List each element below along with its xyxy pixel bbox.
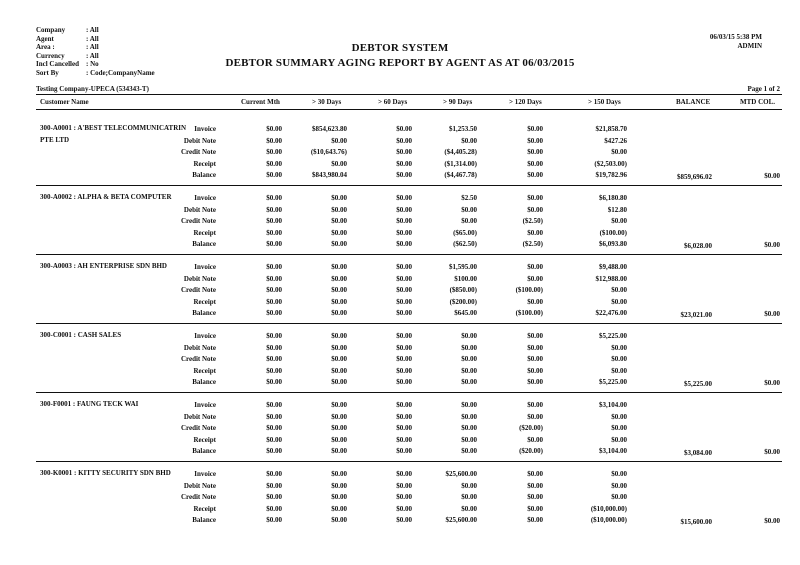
amount-cell: $0.00 [527, 205, 543, 214]
header-bottom-rule [36, 109, 782, 110]
amount-cell: $0.00 [461, 412, 477, 421]
amount-cell: $0.00 [331, 424, 347, 432]
amount-cell: $0.00 [527, 366, 543, 375]
amount-cell: $0.00 [331, 309, 347, 317]
amount-cell: $0.00 [527, 148, 543, 156]
row-label: Balance [192, 447, 216, 455]
amount-cell: $12,988.00 [595, 274, 627, 283]
amount-cell: $0.00 [396, 412, 412, 421]
amount-cell: $0.00 [266, 378, 282, 386]
amount-cell: $427.26 [604, 136, 627, 145]
amount-cell: $0.00 [331, 228, 347, 237]
report-title: DEBTOR SUMMARY AGING REPORT BY AGENT AS AT 06/03/2015 [225, 57, 575, 69]
amount-cell: $0.00 [527, 401, 543, 409]
amount-cell: $0.00 [266, 493, 282, 501]
amount-cell: $12.80 [607, 205, 627, 214]
customer-name: 300-A0003 : AH ENTERPRISE SDN BHD [40, 262, 167, 270]
row-label: Invoice [194, 470, 216, 478]
amount-cell: $0.00 [331, 217, 347, 225]
amount-cell: $0.00 [396, 286, 412, 294]
amount-cell: $0.00 [331, 504, 347, 513]
amount-cell: $0.00 [611, 286, 627, 294]
amount-cell: $0.00 [331, 493, 347, 501]
amount-cell: $6,093.80 [599, 240, 627, 248]
amount-cell: $0.00 [527, 343, 543, 352]
amount-cell: $0.00 [527, 504, 543, 513]
mtd-collection: $0.00 [764, 517, 780, 525]
row-label: Debit Note [183, 481, 216, 490]
amount-cell: $0.00 [527, 412, 543, 421]
print-user: ADMIN [737, 41, 762, 50]
amount-cell: $25,600.00 [445, 470, 477, 478]
amount-cell: $0.00 [396, 309, 412, 317]
amount-cell: $19,782.96 [595, 171, 627, 179]
amount-cell: $25,600.00 [445, 516, 477, 524]
amount-cell: $0.00 [527, 274, 543, 283]
amount-cell: ($20.00) [519, 447, 543, 455]
amount-cell: ($10,000.00) [590, 516, 627, 524]
mtd-collection: $0.00 [764, 379, 780, 387]
amount-cell: $0.00 [266, 171, 282, 179]
amount-cell: $0.00 [331, 481, 347, 490]
customer-name: 300-A0002 : ALPHA & BETA COMPUTER [40, 193, 172, 201]
param-value: : All [86, 34, 99, 43]
amount-cell: $843,980.04 [312, 171, 347, 179]
amount-cell: ($850.00) [449, 286, 477, 294]
amount-cell: $0.00 [266, 240, 282, 248]
amount-cell: ($62.50) [453, 240, 477, 248]
amount-cell: $0.00 [331, 435, 347, 444]
amount-cell: $0.00 [461, 435, 477, 444]
amount-cell: ($100.00) [515, 309, 543, 317]
row-label: Debit Note [183, 343, 216, 352]
customer-name: 300-K0001 : KITTY SECURITY SDN BHD [40, 469, 171, 477]
amount-cell: $0.00 [331, 159, 347, 168]
row-label: Receipt [193, 228, 216, 237]
amount-cell: $0.00 [266, 343, 282, 352]
amount-cell: $0.00 [396, 343, 412, 352]
amount-cell: $0.00 [331, 297, 347, 306]
balance-total: $23,021.00 [680, 311, 712, 319]
amount-cell: ($10,643.76) [310, 148, 347, 156]
row-label: Receipt [193, 366, 216, 375]
row-label: Invoice [194, 332, 216, 340]
amount-cell: $0.00 [396, 263, 412, 271]
balance-total: $5,225.00 [684, 380, 712, 388]
param-key: Sort By [36, 68, 59, 77]
amount-cell: $0.00 [527, 470, 543, 478]
amount-cell: $0.00 [461, 355, 477, 363]
amount-cell: $0.00 [611, 493, 627, 501]
amount-cell: $0.00 [461, 205, 477, 214]
amount-cell: ($10,000.00) [590, 504, 627, 513]
amount-cell: $0.00 [331, 205, 347, 214]
param-key: Currency [36, 51, 65, 60]
row-label: Invoice [194, 263, 216, 271]
amount-cell: $0.00 [331, 194, 347, 202]
amount-cell: $0.00 [266, 148, 282, 156]
amount-cell: $3,104.00 [599, 401, 627, 409]
amount-cell: $0.00 [266, 332, 282, 340]
param-value: : All [86, 26, 99, 34]
amount-cell: $0.00 [527, 378, 543, 386]
amount-cell: $0.00 [461, 493, 477, 501]
amount-cell: $0.00 [527, 125, 543, 133]
row-label: Debit Note [183, 412, 216, 421]
amount-cell: $0.00 [331, 366, 347, 375]
amount-cell: ($1,314.00) [444, 159, 477, 168]
amount-cell: $0.00 [611, 355, 627, 363]
amount-cell: $0.00 [266, 504, 282, 513]
col-mtd-col: MTD COL. [740, 98, 775, 106]
param-value: : All [86, 43, 99, 52]
amount-cell: $0.00 [266, 309, 282, 317]
balance-total: $15,600.00 [680, 518, 712, 526]
amount-cell: $0.00 [266, 194, 282, 202]
row-label: Balance [192, 378, 216, 386]
amount-cell: ($2.50) [522, 240, 543, 248]
amount-cell: $0.00 [396, 228, 412, 237]
amount-cell: $0.00 [527, 159, 543, 168]
amount-cell: $0.00 [266, 447, 282, 455]
amount-cell: $0.00 [611, 343, 627, 352]
block-separator-rule [36, 185, 782, 186]
col-90-days: > 90 Days [443, 98, 473, 106]
amount-cell: $854,623.80 [312, 125, 347, 133]
amount-cell: $0.00 [331, 401, 347, 409]
amount-cell: $0.00 [527, 194, 543, 202]
amount-cell: $0.00 [266, 366, 282, 375]
amount-cell: $0.00 [331, 240, 347, 248]
amount-cell: $0.00 [461, 378, 477, 386]
amount-cell: $0.00 [396, 205, 412, 214]
amount-cell: $0.00 [266, 136, 282, 145]
amount-cell: $0.00 [396, 240, 412, 248]
amount-cell: $0.00 [461, 217, 477, 225]
amount-cell: $21,858.70 [595, 125, 627, 133]
customer-name: 300-F0001 : FAUNG TECK WAI [40, 400, 139, 408]
amount-cell: $0.00 [611, 424, 627, 432]
amount-cell: $0.00 [396, 274, 412, 283]
amount-cell: $0.00 [461, 136, 477, 145]
amount-cell: $0.00 [461, 447, 477, 455]
amount-cell: $0.00 [527, 435, 543, 444]
amount-cell: $0.00 [461, 401, 477, 409]
amount-cell: $0.00 [331, 136, 347, 145]
amount-cell: $0.00 [611, 297, 627, 306]
amount-cell: $0.00 [611, 470, 627, 478]
amount-cell: $9,488.00 [599, 263, 627, 271]
amount-cell: $0.00 [266, 424, 282, 432]
row-label: Debit Note [183, 205, 216, 214]
amount-cell: ($4,467.78) [444, 171, 477, 179]
amount-cell: $0.00 [331, 274, 347, 283]
amount-cell: $0.00 [396, 171, 412, 179]
amount-cell: $0.00 [266, 297, 282, 306]
amount-cell: $0.00 [266, 286, 282, 294]
amount-cell: $0.00 [266, 516, 282, 524]
amount-cell: $0.00 [461, 481, 477, 490]
amount-cell: $0.00 [266, 481, 282, 490]
col-current-mth: Current Mth [241, 98, 280, 106]
amount-cell: $0.00 [396, 217, 412, 225]
amount-cell: $0.00 [527, 481, 543, 490]
amount-cell: $0.00 [611, 412, 627, 421]
amount-cell: $0.00 [396, 504, 412, 513]
mtd-collection: $0.00 [764, 448, 780, 456]
amount-cell: $0.00 [331, 263, 347, 271]
amount-cell: $0.00 [331, 332, 347, 340]
amount-cell: $0.00 [266, 355, 282, 363]
col-customer-name: Customer Name [40, 98, 89, 106]
param-row [36, 26, 155, 35]
amount-cell: $0.00 [527, 355, 543, 363]
amount-cell: $0.00 [461, 366, 477, 375]
system-title: DEBTOR SYSTEM [351, 42, 449, 54]
amount-cell: $0.00 [396, 424, 412, 432]
col-30-days: > 30 Days [312, 98, 342, 106]
amount-cell: $0.00 [396, 159, 412, 168]
balance-total: $6,028.00 [684, 242, 712, 250]
row-label: Credit Note [180, 148, 216, 156]
amount-cell: $0.00 [331, 470, 347, 478]
col-150-days: > 150 Days [588, 98, 621, 106]
amount-cell: $5,225.00 [599, 378, 627, 386]
amount-cell: ($2.50) [522, 217, 543, 225]
row-label: Debit Note [183, 136, 216, 145]
block-separator-rule [36, 323, 782, 324]
amount-cell: $0.00 [396, 148, 412, 156]
mtd-collection: $0.00 [764, 310, 780, 318]
amount-cell: $0.00 [611, 366, 627, 375]
company-line: Testing Company-UPECA (534343-T) [36, 85, 149, 93]
amount-cell: $0.00 [266, 263, 282, 271]
amount-cell: $0.00 [396, 125, 412, 133]
amount-cell: $0.00 [461, 424, 477, 432]
amount-cell: $0.00 [396, 516, 412, 524]
amount-cell: $0.00 [331, 412, 347, 421]
row-label: Receipt [193, 297, 216, 306]
amount-cell: $0.00 [396, 194, 412, 202]
row-label: Receipt [193, 504, 216, 513]
row-label: Receipt [193, 435, 216, 444]
param-key: Incl Cancelled [36, 60, 79, 69]
amount-cell: $0.00 [331, 286, 347, 294]
amount-cell: $0.00 [396, 355, 412, 363]
amount-cell: $0.00 [527, 263, 543, 271]
row-label: Invoice [194, 125, 216, 133]
amount-cell: $0.00 [396, 447, 412, 455]
amount-cell: ($65.00) [453, 228, 477, 237]
print-datetime: 06/03/15 5:38 PM [709, 33, 762, 41]
amount-cell: ($4,405.28) [444, 148, 477, 156]
page-number: Page 1 of 2 [747, 85, 780, 93]
amount-cell: $0.00 [461, 504, 477, 513]
param-value: : All [86, 51, 99, 60]
amount-cell: $0.00 [527, 136, 543, 145]
amount-cell: $0.00 [527, 171, 543, 179]
balance-total: $859,696.02 [677, 173, 712, 181]
amount-cell: $0.00 [396, 493, 412, 501]
param-key: Company [36, 26, 66, 34]
amount-cell: $0.00 [331, 447, 347, 455]
amount-cell: $0.00 [461, 332, 477, 340]
amount-cell: $0.00 [266, 412, 282, 421]
amount-cell: $0.00 [396, 378, 412, 386]
amount-cell: $0.00 [266, 470, 282, 478]
row-label: Invoice [194, 194, 216, 202]
amount-cell: $2.50 [461, 194, 477, 202]
amount-cell: $1,253.50 [449, 125, 477, 133]
mtd-collection: $0.00 [764, 172, 780, 180]
amount-cell: $1,595.00 [449, 263, 477, 271]
col-balance: BALANCE [676, 98, 711, 106]
amount-cell: $0.00 [266, 228, 282, 237]
amount-cell: $6,180.80 [599, 194, 627, 202]
amount-cell: ($100.00) [515, 286, 543, 294]
row-label: Credit Note [180, 493, 216, 501]
block-separator-rule [36, 392, 782, 393]
amount-cell: $0.00 [266, 274, 282, 283]
row-label: Balance [192, 240, 216, 248]
col-60-days: > 60 Days [378, 98, 408, 106]
header-top-rule [36, 94, 782, 95]
amount-cell: $0.00 [396, 435, 412, 444]
col-120-days: > 120 Days [509, 98, 542, 106]
amount-cell: $0.00 [611, 217, 627, 225]
amount-cell: $0.00 [527, 332, 543, 340]
block-separator-rule [36, 461, 782, 462]
amount-cell: ($2,503.00) [594, 159, 627, 168]
amount-cell: $0.00 [396, 481, 412, 490]
amount-cell: $0.00 [266, 217, 282, 225]
amount-cell: $0.00 [396, 366, 412, 375]
row-label: Balance [192, 516, 216, 524]
amount-cell: $0.00 [331, 355, 347, 363]
param-row [36, 69, 155, 78]
customer-name: 300-A0001 : A'BEST TELECOMMUNICATRIN PTE LTD [40, 124, 187, 144]
amount-cell: $5,225.00 [599, 332, 627, 340]
param-value: : No [86, 60, 99, 69]
row-label: Credit Note [180, 286, 216, 294]
block-separator-rule [36, 254, 782, 255]
param-value: : Code;CompanyName [86, 68, 155, 77]
amount-cell: $0.00 [396, 332, 412, 340]
amount-cell: $0.00 [611, 481, 627, 490]
amount-cell: $0.00 [396, 297, 412, 306]
amount-cell: $0.00 [331, 343, 347, 352]
mtd-collection: $0.00 [764, 241, 780, 249]
amount-cell: ($100.00) [599, 228, 627, 237]
amount-cell: ($200.00) [449, 297, 477, 306]
amount-cell: ($20.00) [519, 424, 543, 432]
balance-total: $3,084.00 [684, 449, 712, 457]
param-key: Area : [36, 43, 55, 52]
amount-cell: $0.00 [266, 401, 282, 409]
amount-cell: $645.00 [454, 309, 477, 317]
amount-cell: $0.00 [266, 159, 282, 168]
amount-cell: $0.00 [527, 493, 543, 501]
amount-cell: $0.00 [396, 470, 412, 478]
amount-cell: $0.00 [611, 148, 627, 156]
param-key: Agent [36, 34, 54, 43]
row-label: Receipt [193, 159, 216, 168]
amount-cell: $3,104.00 [599, 447, 627, 455]
amount-cell: $0.00 [611, 435, 627, 444]
row-label: Credit Note [180, 355, 216, 363]
amount-cell: $100.00 [454, 274, 477, 283]
amount-cell: $22,476.00 [595, 309, 627, 317]
row-label: Credit Note [180, 424, 216, 432]
amount-cell: $0.00 [396, 136, 412, 145]
row-label: Balance [192, 171, 216, 179]
row-label: Balance [192, 309, 216, 317]
row-label: Invoice [194, 401, 216, 409]
customer-name: 300-C0001 : CASH SALES [40, 331, 122, 339]
row-label: Debit Note [183, 274, 216, 283]
amount-cell: $0.00 [266, 205, 282, 214]
amount-cell: $0.00 [527, 228, 543, 237]
amount-cell: $0.00 [461, 343, 477, 352]
amount-cell: $0.00 [527, 516, 543, 524]
amount-cell: $0.00 [266, 125, 282, 133]
amount-cell: $0.00 [266, 435, 282, 444]
amount-cell: $0.00 [331, 516, 347, 524]
row-label: Credit Note [180, 217, 216, 225]
amount-cell: $0.00 [527, 297, 543, 306]
amount-cell: $0.00 [396, 401, 412, 409]
amount-cell: $0.00 [331, 378, 347, 386]
